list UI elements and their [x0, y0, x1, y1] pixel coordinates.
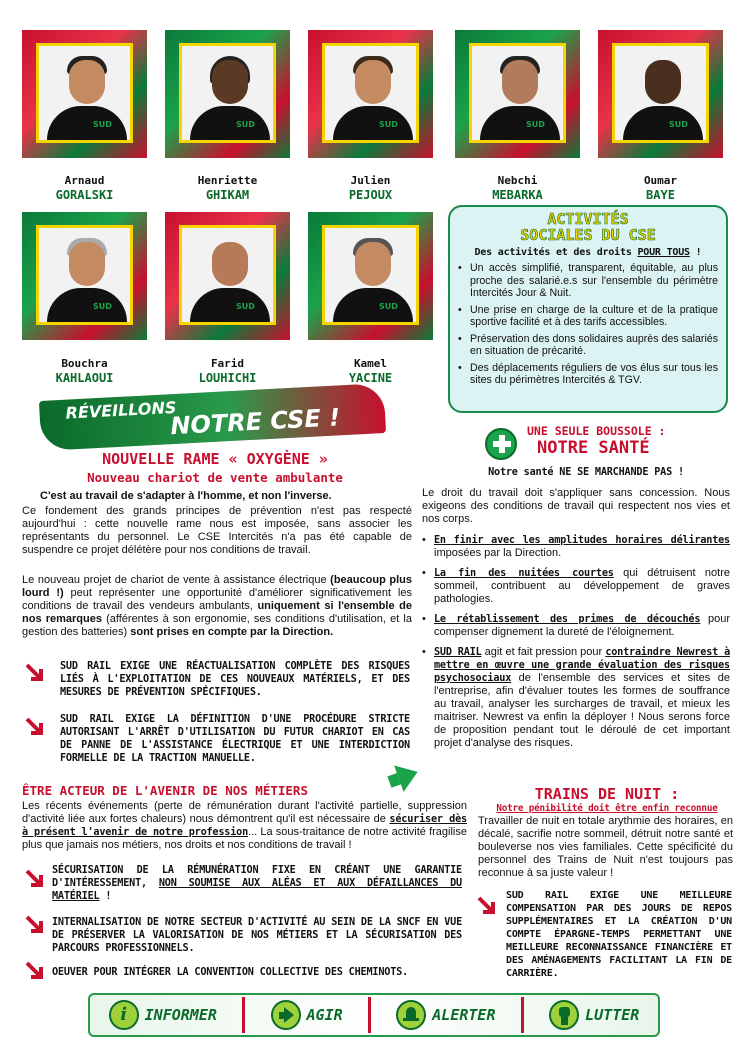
social-subtitle: Des activités et des droits POUR TOUS !: [474, 247, 702, 258]
megaphone-icon: [271, 1000, 301, 1030]
footer-label: LUTTER: [585, 1006, 640, 1024]
footer-label: INFORMER: [144, 1006, 217, 1024]
sante-header: [485, 424, 735, 468]
sante-item: • En finir avec les amplitudes horaires délirantes imposées par la Direction.: [422, 534, 730, 559]
banner-line2: NOTRE CSE !: [169, 403, 341, 441]
portrait-card: [22, 30, 147, 158]
sante-title-2: NOTRE SANTÉ: [537, 438, 650, 458]
metiers-demand-3: OEUVER POUR INTÉGRER LA CONVENTION COLLECTIVE DES CHEMINOTS.: [52, 967, 409, 978]
nuit-paragraph: Travailler de nuit en totale arythmie des horaires, en décalé, sacrifie notre sommeil, détruit notre santé et bouleverse nos vies familiales. Cette spécificité du personnel des Trains de Nuit n'est toujours pas reconnue à sa juste valeur !: [478, 815, 733, 879]
metiers-paragraph: Les récents événements (perte de rémunération durant l'activité partielle, suppression d'activité liée aux fortes chaleurs) nous démontrent qu'il est nécessaire de sécuriser dès à présent l'avenir de notre profession... La sous-traitance de notre activité fragilise plus que jamais nos métiers, nos droits et nos conditions de travail !: [22, 800, 467, 851]
person-name: Julien PEJOUX: [348, 174, 393, 202]
rame-subtitle: Nouveau chariot de vente ambulante: [87, 470, 343, 485]
arrow-icon: [24, 662, 46, 684]
portrait-photo: SUD: [469, 43, 566, 143]
reveillons-banner: [39, 383, 386, 451]
social-title: ACTIVITÉS SOCIALES DU CSE: [520, 210, 656, 244]
portrait-card: [455, 30, 580, 158]
portrait-photo: SUD: [36, 43, 133, 143]
portrait-card: [22, 212, 147, 340]
portrait-photo: SUD: [36, 225, 133, 325]
footer-bar: [88, 993, 660, 1037]
sante-title-1: UNE SEULE BOUSSOLE :: [527, 424, 666, 438]
person-name: Arnaud GORALSKI: [55, 174, 114, 202]
metiers-title: ÊTRE ACTEUR DE L'AVENIR DE NOS MÉTIERS: [22, 783, 308, 798]
rame-paragraph-2: Le nouveau projet de chariot de vente à assistance électrique (beaucoup plus lourd !) peut représenter une opportunité d'améliorer significativement les conditions de travail des vendeurs ambulants, uniquement si l'ensemble de nos remarques (afférentes à son ergonomie, ses conditions d'utilisation, et la gestion des batteries) sont prises en compte par la Direction.: [22, 574, 412, 638]
person-name: Kamel YACINE: [348, 357, 393, 385]
nuit-subtitle: Notre pénibilité doit être enfin reconnue: [496, 803, 718, 814]
portrait-photo: SUD: [179, 225, 276, 325]
person-name: Bouchra KAHLAOUI: [55, 357, 114, 385]
social-item: • Un accès simplifié, transparent, équitable, au plus proche des salarié.e.s sur l'ensemble du périmètre Intercités Jour & Nuit.: [458, 262, 718, 300]
arrow-icon: [24, 716, 46, 738]
cross-icon: [485, 428, 517, 460]
social-item: • Une prise en charge de la culture et de la pratique sportive facilité et à des tarifs accessibles.: [458, 304, 718, 329]
portrait-card: [165, 212, 290, 340]
sante-list: [422, 534, 730, 750]
sante-item: • La fin des nuitées courtes qui détruisent notre sommeil, contribuent au développement de graves pathologies.: [422, 567, 730, 605]
footer-item-lutter: [549, 1000, 639, 1030]
info-icon: i: [109, 1000, 139, 1030]
metiers-demand-2: INTERNALISATION DE NOTRE SECTEUR D'ACTIVITÉ AU SEIN DE LA SNCF EN VUE DE PRÉSERVER LA VALORISATION DE NOS MÉTIERS ET LA SÉCURISATION DES PARCOURS PROFESSIONNELS.: [52, 917, 462, 954]
rame-paragraph-1: Ce fondement des grands principes de prévention n'est pas respecté aujourd'hui : cette nouvelle rame nous est imposée, sans associer les représentants du personnel. Le CSE Intercités n'a pas été capable de suspendre ce projet délétère pour nos conditions de travail.: [22, 505, 412, 556]
footer-item-alerter: [396, 1000, 495, 1030]
footer-item-informer: [109, 1000, 217, 1030]
arrow-icon: [24, 914, 46, 936]
rame-demand-2: SUD RAIL EXIGE LA DÉFINITION D'UNE PROCÉDURE STRICTE AUTORISANT L'ARRÊT D'UTILISATION DU FUTUR CHARIOT EN CAS DE PANNE DE L'ASSISTANCE ÉLECTRIQUE ET UNE INTERDICTION FORMELLE DE LA TRACTION MANUELLE.: [60, 714, 410, 764]
portrait-photo: SUD: [179, 43, 276, 143]
portrait-card: [165, 30, 290, 158]
sante-item: • Le rétablissement des primes de découchés pour compenser dignement la dureté de l'éloignement.: [422, 613, 730, 638]
rame-title: NOUVELLE RAME « OXYGÈNE »: [102, 450, 328, 468]
social-list: [458, 262, 718, 387]
social-activities-box: [448, 205, 728, 413]
rame-demand-1: SUD RAIL EXIGE UNE RÉACTUALISATION COMPLÈTE DES RISQUES LIÉS À L'EXPLOITATION DE CES NOUVEAUX MATÉRIELS, ET DES MESURES DE PRÉVENTION SPÉCIFIQUES.: [60, 661, 410, 698]
person-name: Henriette GHIKAM: [197, 174, 258, 202]
portrait-card: [598, 30, 723, 158]
arrow-icon: [24, 960, 46, 982]
nuit-title: TRAINS DE NUIT :: [534, 785, 680, 803]
portrait-card: [308, 30, 433, 158]
person-name: Nebchi MEBARKA: [492, 174, 543, 202]
portrait-photo: SUD: [322, 225, 419, 325]
sante-tagline: Notre santé NE SE MARCHANDE PAS !: [488, 467, 684, 478]
bell-icon: [396, 1000, 426, 1030]
nuit-demand: SUD RAIL EXIGE UNE MEILLEURE COMPENSATION PAR DES JOURS DE REPOS SUPPLÉMENTAIRES ET LA CRÉATION D'UN COMPTE ÉPARGNE-TEMPS PERMETTANT UNE MEILLEURE RECONNAISSANCE FINANCIÈRE ET DES AMÉNAGEMENTS FACILITANT LA FIN DE CARRIÈRE.: [506, 890, 732, 979]
sante-item: • SUD RAIL agit et fait pression pour contraindre Newrest à mettre en œuvre une grande évaluation des risques psychosociaux de l'ensemble des services et sites de l'entreprise, afin d'évaluer toutes les formes de souffrance au travail, analyser les surcharges de travail, et mieux les maitriser. Newrest va enfin la déployer ! Nous serons force de proposition pendant tout le déroulé de cet important projet d'analyse des risques.: [422, 646, 731, 749]
portrait-card: [308, 212, 433, 340]
arrow-icon: [476, 895, 498, 917]
rame-lead: C'est au travail de s'adapter à l'homme, et non l'inverse.: [40, 490, 332, 502]
portrait-photo: SUD: [322, 43, 419, 143]
social-item: • Préservation des dons solidaires auprès des salariés en situation de précarité.: [458, 333, 718, 358]
footer-item-agir: [271, 1000, 343, 1030]
sante-intro: Le droit du travail doit s'appliquer sans concession. Nous exigeons des conditions de travail qui respectent nos vies et nos corps.: [422, 487, 730, 525]
fist-icon: [549, 1000, 579, 1030]
social-item: • Des déplacements réguliers de vos élus sur tous les sites du périmètres Intercités & TGV.: [458, 362, 718, 387]
arrow-icon: [24, 868, 46, 890]
portrait-photo: SUD: [612, 43, 709, 143]
metiers-demand-1: SÉCURISATION DE LA RÉMUNÉRATION FIXE EN CRÉANT UNE GARANTIE D'INTÉRESSEMENT, NON SOUMISE AUX ALÉAS ET AUX DÉFAILLANCES DU MATÉRIEL !: [52, 865, 462, 902]
footer-label: AGIR: [306, 1006, 343, 1024]
footer-label: ALERTER: [432, 1006, 496, 1024]
person-name: Farid LOUHICHI: [198, 357, 257, 385]
person-name: Oumar BAYE: [643, 174, 678, 202]
banner-line1: RÉVEILLONS: [65, 397, 177, 423]
